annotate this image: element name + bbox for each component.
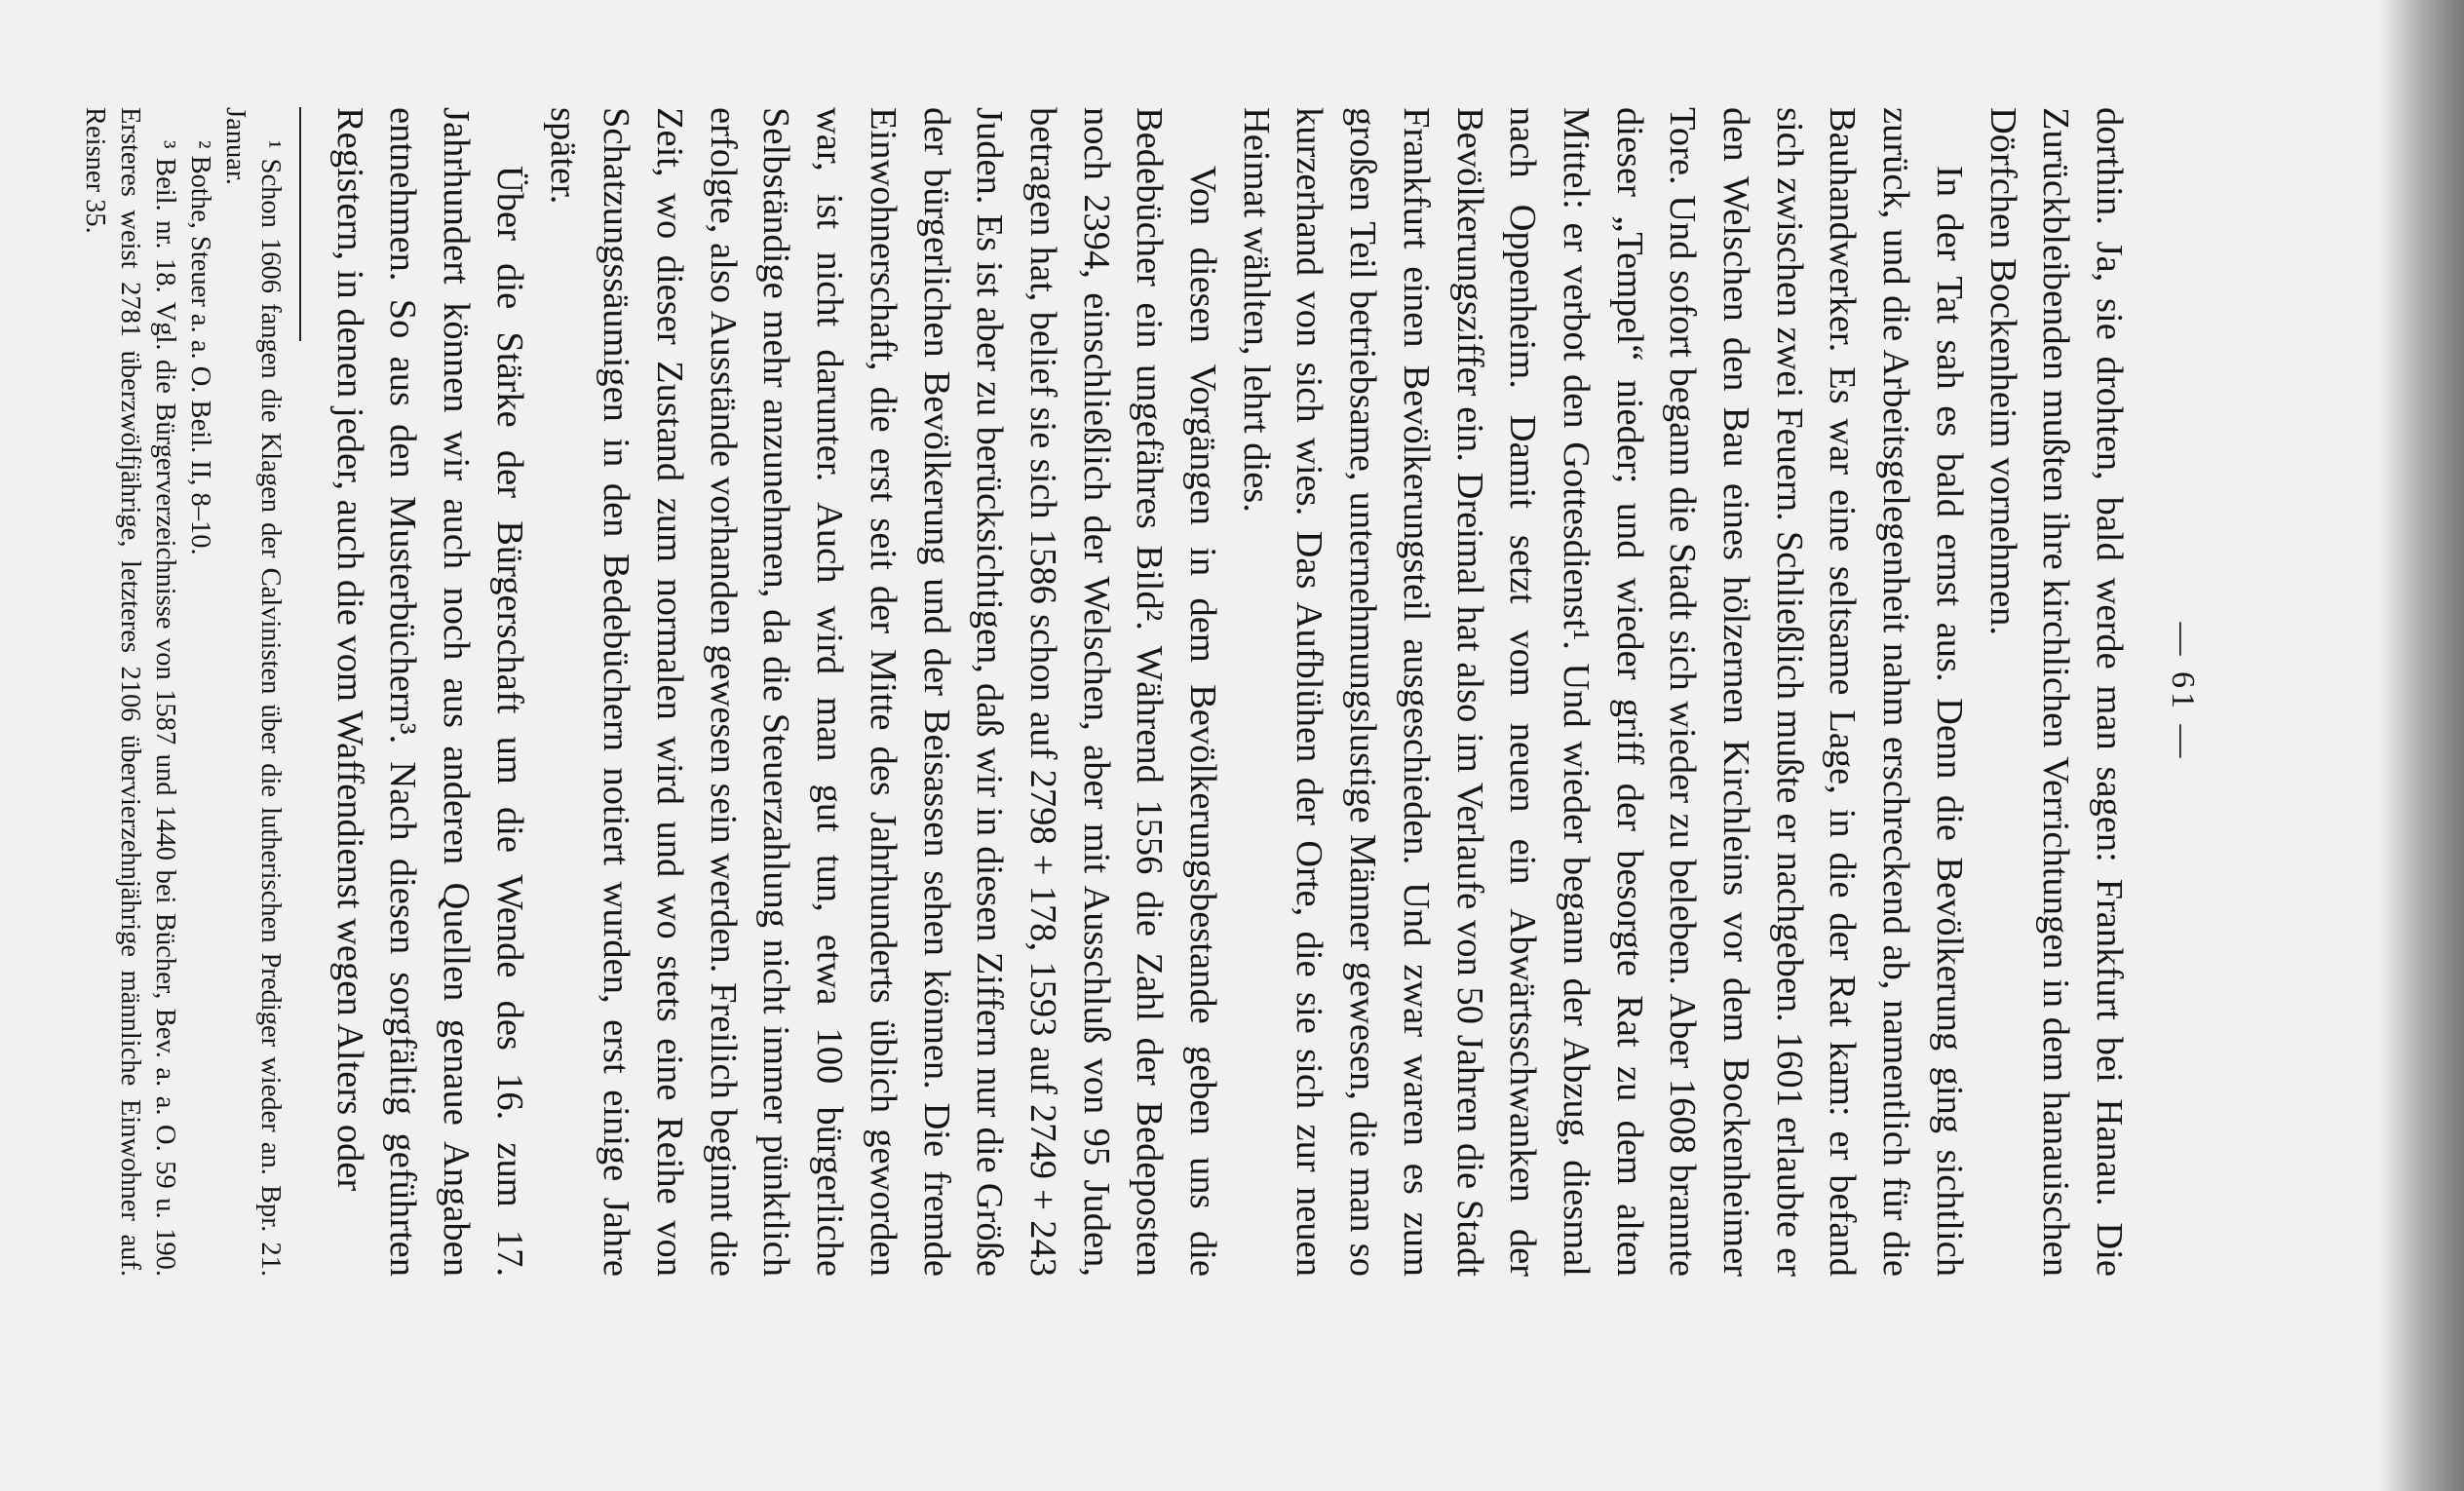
paragraph: Von diesen Vorgängen in dem Bevölkerungsbestande geben uns die Bedebücher ein ungefähres Bild². Während 1556 die Zahl der Bedeposten noch 2394, einschließlich der Welschen, aber mit Ausschluß von 95 Juden, betragen hat, belief sie sich 1586 schon auf 2798 + 178, 1593 auf 2749 + 243 Juden. Es ist aber zu berücksichtigen, daß wir in diesen Ziffern nur die Größe der bürgerlichen Bevölkerung und der Beisassen sehen können. Die fremde Einwohnerschaft, die erst seit der Mitte des Jahrhunderts üblich geworden war, ist nicht darunter. Auch wird man gut tun, etwa 100 bürgerliche Selbständige mehr anzunehmen, da die Steuerzahlung nicht immer pünktlich erfolgte, also Ausstände vorhanden gewesen sein werden. Freilich beginnt die Zeit, wo dieser Zustand zum normalen wird und wo stets eine Reihe von Schatzungssäumigen in den Bedebüchern notiert wurden, erst einige Jahre später. <box>542 107 1224 1277</box>
footnote-divider <box>299 107 301 341</box>
page-number: — 61 — <box>2165 622 2201 762</box>
paragraph: dorthin. Ja, sie drohten, bald werde man sagen: Frankfurt bei Hanau. Die Zurückbleibenden mußten ihre kirchlichen Verrichtungen in dem hanauischen Dörfchen Bockenheim vornehmen. <box>1982 107 2130 1277</box>
paragraph: In der Tat sah es bald ernst aus. Denn die Bevölkerung ging sichtlich zurück, und die Arbeitsgelegenheit nahm erschreckend ab, namentlich für die Bauhandwerker. Es war eine seltsame Lage, in die der Rat kam: er befand sich zwischen zwei Feuern. Schließlich mußte er nachgeben. 1601 erlaubte er den Welschen den Bau eines hölzernen Kirchleins vor dem Bockenheimer Tore. Und sofort begann die Stadt sich wieder zu beleben. Aber 1608 brannte dieser „Tempel“ nieder; und wieder griff der besorgte Rat zu dem alten Mittel: er verbot den Gottesdienst¹. Und wieder begann der Abzug, diesmal nach Oppenheim. Damit setzt vom neuen ein Abwärtsschwanken der Bevölkerungsziffer ein. Dreimal hat also im Verlaufe von 50 Jahren die Stadt Frankfurt einen Bevölkerungsteil ausgeschieden. Und zwar waren es zum großen Teil betriebsame, unternehmungslustige Männer gewesen, die man so kurzerhand von sich wies. Das Aufblühen der Orte, die sie sich zur neuen Heimat wählten, lehrt dies. <box>1235 107 1970 1277</box>
footnote: ² Bothe, Steuer a. a. O. Beil. II, 8–10. <box>185 140 216 555</box>
footnote: ¹ Schon 1606 fangen die Klagen der Calvinisten über die lutherischen Prediger wieder an. Bpr. 21. Januar. <box>220 107 287 1277</box>
document-page <box>80 107 2208 1277</box>
body-text <box>323 107 2136 1277</box>
footnotes <box>77 107 288 1277</box>
scan-edge-shadow <box>2378 0 2464 1491</box>
paragraph: Über die Stärke der Bürgerschaft um die Wende des 16. zum 17. Jahrhundert können wir auch noch aus anderen Quellen genaue Angaben entnehmen. So aus den Musterbüchern³. Nach diesen sorgfältig geführten Registern, in denen jeder, auch die vom Waffendienst wegen Alters oder <box>328 107 530 1277</box>
footnote: ³ Beil. nr. 18. Vgl. die Bürgerverzeichnisse von 1587 und 1440 bei Bücher, Bev. a. a. O. 59 u. 190. Ersteres weist 2781 überzwölfjährige, letzteres 2106 übervierzehnjährige männliche Einwohner auf. Reisner 35. <box>80 107 181 1277</box>
